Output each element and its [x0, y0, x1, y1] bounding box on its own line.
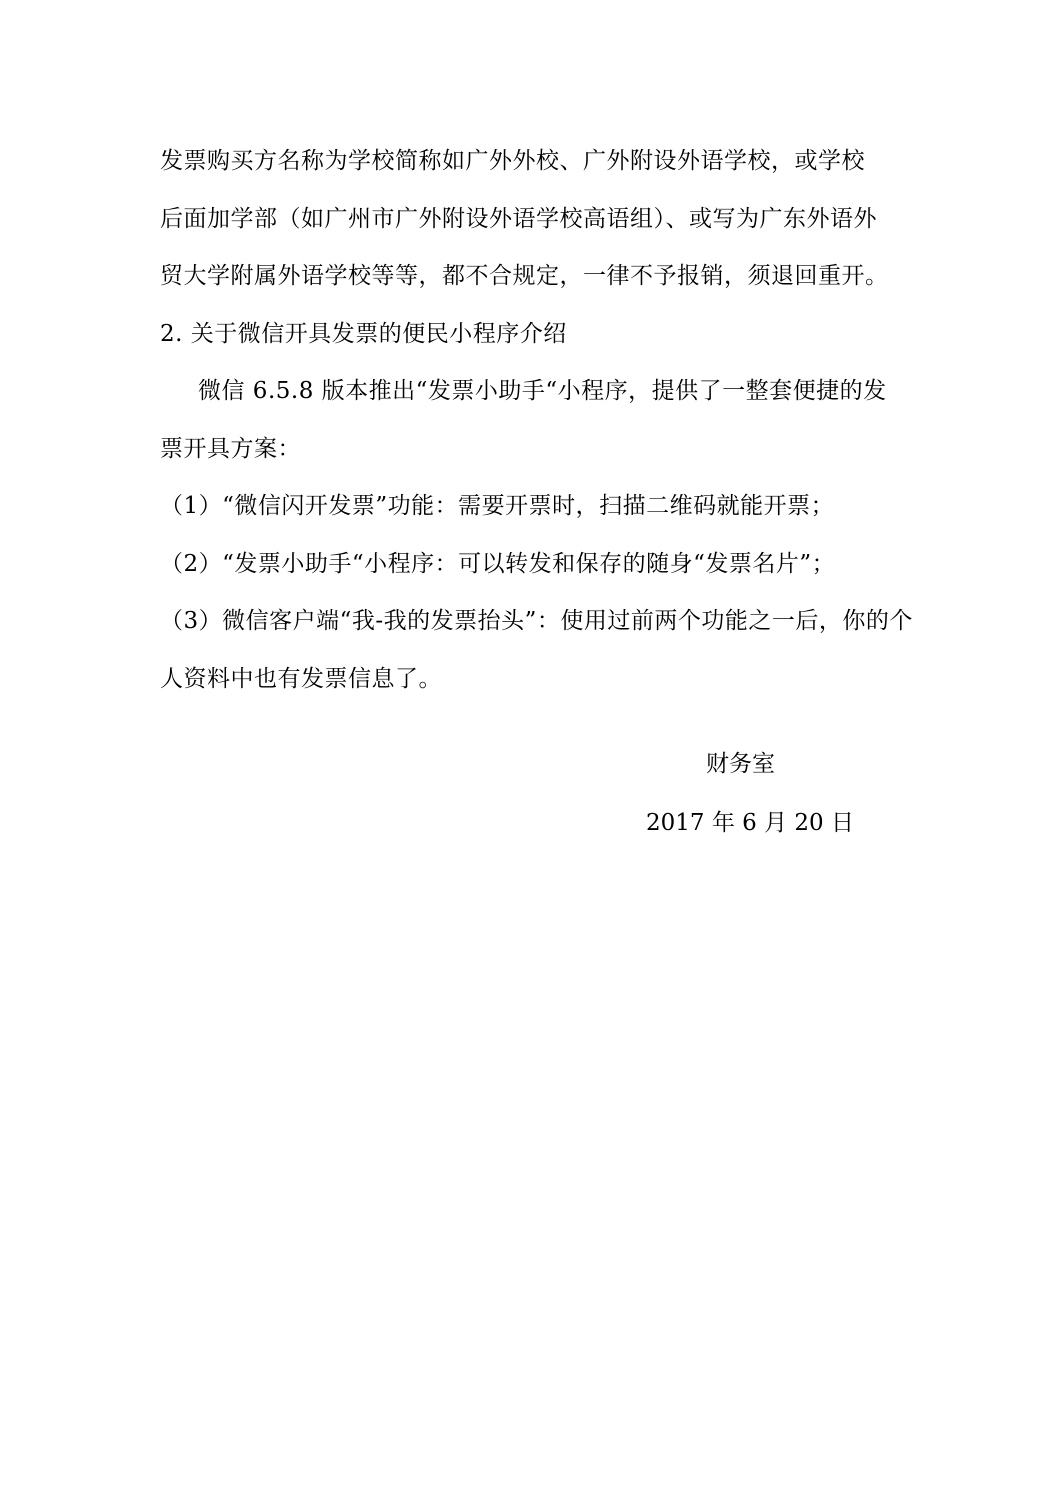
list-item-1: （1）“微信闪开发票”功能：需要开票时，扫描二维码就能开票； [160, 493, 835, 519]
paragraph-line-2: 后面加学部（如广州市广外附设外语学校高语组）、或写为广东外语外 [160, 205, 877, 232]
date: 2017 年 6 月 20 日 [646, 810, 854, 836]
signature: 财务室 [706, 751, 775, 777]
list-item-3: （3）微信客户端“我-我的发票抬头”：使用过前两个功能之一后，你的个 [160, 608, 913, 634]
list-item-2: （2）“发票小助手“小程序：可以转发和保存的随身“发票名片”； [160, 550, 836, 577]
list-item-3-continued: 人资料中也有发票信息了。 [160, 665, 442, 692]
paragraph-line-3: 贸大学附属外语学校等等，都不合规定，一律不予报销，须退回重开。 [160, 263, 889, 289]
document-body [160, 133, 913, 708]
section-heading: 2. 关于微信开具发票的便民小程序介绍 [160, 320, 567, 347]
paragraph-line-5: 微信 6.5.8 版本推出“发票小助手“小程序，提供了一整套便捷的发 [198, 378, 887, 404]
paragraph-line-6: 票开具方案： [160, 435, 301, 462]
paragraph-line-1: 发票购买方名称为学校简称如广外外校、广外附设外语学校，或学校 [160, 148, 865, 174]
